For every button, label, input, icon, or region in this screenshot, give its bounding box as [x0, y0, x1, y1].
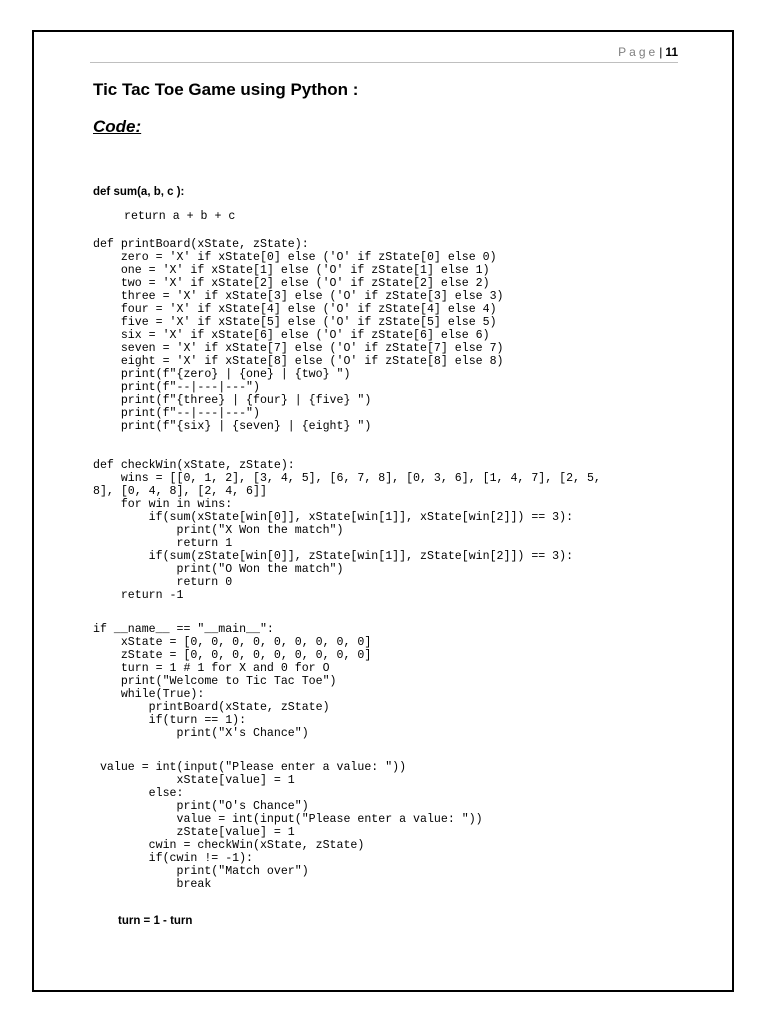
code-line: def checkWin(xState, zState): [93, 459, 295, 472]
code-line: one = 'X' if xState[1] else ('O' if zState[1] else 1) [93, 264, 490, 277]
code-line: print(f"{zero} | {one} | {two} ") [93, 368, 351, 381]
code-line: print("O's Chance") [93, 800, 309, 813]
code-line: xState[value] = 1 [93, 774, 295, 787]
code-line: wins = [[0, 1, 2], [3, 4, 5], [6, 7, 8], [0, 3, 6], [1, 4, 7], [2, 5, [93, 472, 601, 485]
code-line: five = 'X' if xState[5] else ('O' if zState[5] else 5) [93, 316, 497, 329]
code-line: return a + b + c [124, 210, 236, 223]
code-line: break [93, 878, 212, 891]
code-line: if(cwin != -1): [93, 852, 254, 865]
code-line: four = 'X' if xState[4] else ('O' if zState[4] else 4) [93, 303, 497, 316]
code-line: print("X Won the match") [93, 524, 344, 537]
code-line: if(turn == 1): [93, 714, 247, 727]
code-heading: Code: [93, 117, 142, 136]
code-line: seven = 'X' if xState[7] else ('O' if zState[7] else 7) [93, 342, 504, 355]
code-line: else: [93, 787, 184, 800]
code-line: xState = [0, 0, 0, 0, 0, 0, 0, 0, 0] [93, 636, 372, 649]
code-line: printBoard(xState, zState) [93, 701, 330, 714]
code-line: print(f"{six} | {seven} | {eight} ") [93, 420, 372, 433]
code-line: 8], [0, 4, 8], [2, 4, 6]] [93, 485, 267, 498]
code-line: print("X's Chance") [93, 727, 309, 740]
code-line: two = 'X' if xState[2] else ('O' if zState[2] else 2) [93, 277, 490, 290]
code-line: if(sum(xState[win[0]], xState[win[1]], xState[win[2]]) == 3): [93, 511, 574, 524]
code-line: print("Match over") [93, 865, 309, 878]
code-line: print(f"--|---|---") [93, 381, 260, 394]
page-separator: | [659, 45, 663, 59]
document-title: Tic Tac Toe Game using Python : [93, 80, 359, 99]
page-header [90, 44, 678, 63]
code-line: eight = 'X' if xState[8] else ('O' if zState[8] else 8) [93, 355, 504, 368]
final-turn-line: turn = 1 - turn [118, 915, 193, 927]
code-line: return -1 [93, 589, 184, 602]
code-line: value = int(input("Please enter a value: ")) [93, 761, 407, 774]
code-line: cwin = checkWin(xState, zState) [93, 839, 365, 852]
code-line: turn = 1 # 1 for X and 0 for O [93, 662, 330, 675]
page-number: 11 [665, 45, 678, 59]
code-line: return 0 [93, 576, 233, 589]
code-line: three = 'X' if xState[3] else ('O' if zState[3] else 3) [93, 290, 504, 303]
def-sum-line: def sum(a, b, c ): [93, 186, 185, 198]
code-line: return 1 [93, 537, 233, 550]
code-line: print("O Won the match") [93, 563, 344, 576]
code-line: while(True): [93, 688, 205, 701]
code-line: if(sum(zState[win[0]], zState[win[1]], zState[win[2]]) == 3): [93, 550, 574, 563]
code-line: zero = 'X' if xState[0] else ('O' if zState[0] else 0) [93, 251, 497, 264]
code-line: if __name__ == "__main__": [93, 623, 274, 636]
code-line: print(f"--|---|---") [93, 407, 260, 420]
code-line: for win in wins: [93, 498, 233, 511]
code-line: value = int(input("Please enter a value: ")) [93, 813, 483, 826]
code-line: print("Welcome to Tic Tac Toe") [93, 675, 337, 688]
code-line: def printBoard(xState, zState): [93, 238, 309, 251]
page-label: Page [618, 45, 659, 59]
code-line: zState = [0, 0, 0, 0, 0, 0, 0, 0, 0] [93, 649, 372, 662]
code-line: zState[value] = 1 [93, 826, 295, 839]
code-line: print(f"{three} | {four} | {five} ") [93, 394, 372, 407]
code-line: six = 'X' if xState[6] else ('O' if zState[6] else 6) [93, 329, 490, 342]
